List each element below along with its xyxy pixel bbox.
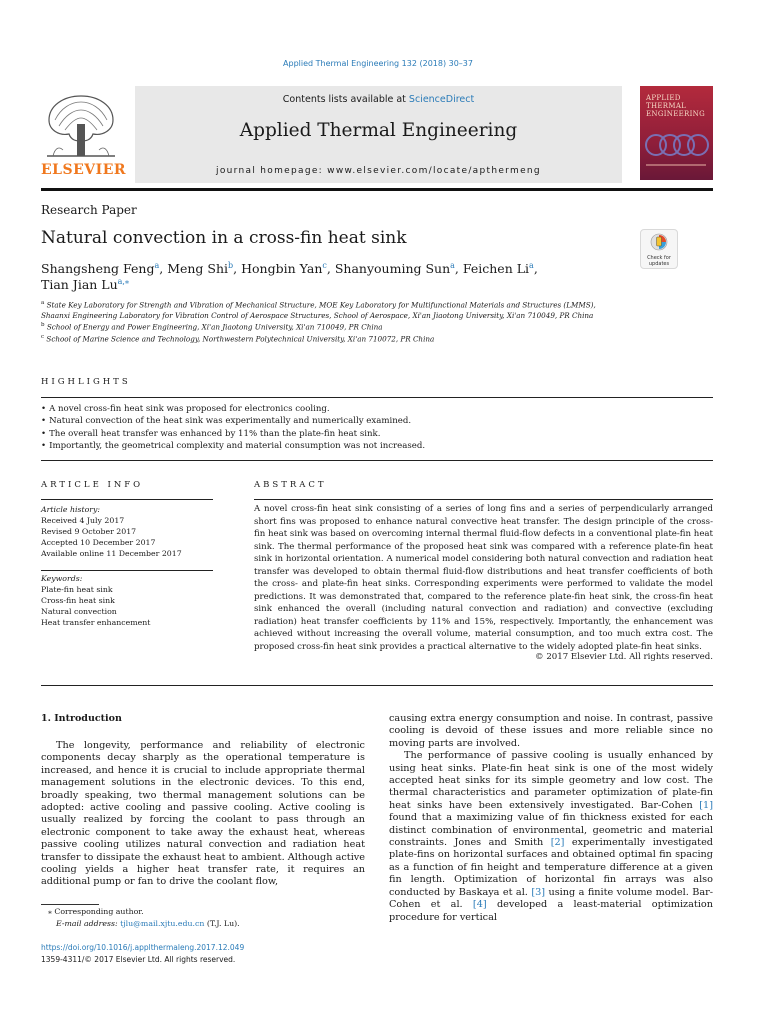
paragraph: The performance of passive cooling is usually enhanced by using heat sinks. Plate-fin heat sink is one of the most widely accepted heat sinks for its simple geometry and low cost. The thermal characteristics and parameter optimization of plate-fin heat sinks have been extensively investigated. Bar-Cohen [1] found that a maximizing value of fin thickness existed for each distinct combination of environmental, geometric and material constraints. Jones and Smith [2] experimentally investigated plate-fins on horizontal surfaces and obtained optimal fin spacing as a function of fin height and temperature difference at a given fin length. Optimization of horizontal fin arrays was also conducted by Baskaya et al. [3] using a finite volume model. Bar-Cohen et al. [4] developed a least-material optimization procedure for vertical <box>389 750 714 923</box>
author-affiliation-mark[interactable]: a <box>529 261 534 270</box>
highlights-rule-top <box>41 397 713 398</box>
email-label: E-mail address: <box>56 919 121 928</box>
affiliation-mark: c <box>41 334 45 340</box>
affiliation-mark: b <box>41 322 45 328</box>
highlights-heading: HIGHLIGHTS <box>41 377 131 387</box>
email-suffix: (T.J. Lu). <box>204 919 240 928</box>
abstract-copyright: © 2017 Elsevier Ltd. All rights reserved. <box>535 652 713 662</box>
homepage-prefix: journal homepage: <box>216 166 328 176</box>
keywords-label: Keywords: <box>41 574 83 583</box>
author-affiliation-mark[interactable]: a,⁎ <box>117 277 129 286</box>
highlights-rule-bottom <box>41 460 713 461</box>
keyword: Cross-fin heat sink <box>41 596 115 605</box>
cover-footer-strip <box>646 164 706 166</box>
affiliation-text: School of Energy and Power Engineering, Xi'an Jiaotong University, Xi'an 710049, PR China <box>46 322 383 332</box>
author-name: Hongbin Yan <box>241 261 323 277</box>
history-received: Received 4 July 2017 <box>41 516 125 525</box>
highlight-item: • Importantly, the geometrical complexity and material consumption was not increased. <box>41 441 426 451</box>
abstract-rule <box>254 499 713 500</box>
corresponding-author-note: ⁎ Corresponding author. <box>48 907 144 916</box>
footnote-rule <box>41 904 99 905</box>
body-column-left <box>41 740 365 889</box>
journal-title: Applied Thermal Engineering <box>239 120 518 141</box>
contents-prefix: Contents lists available at <box>282 94 409 105</box>
citation-link[interactable]: [3] <box>531 886 546 898</box>
paragraph: The longevity, performance and reliability of electronic components decay sharply as the operational temperature is increased, and hence it is crucial to include appropriate thermal management solutions in the electronic devices. To this end, broadly speaking, two thermal management solutions can be adopted: active cooling and passive cooling. Active cooling is usually realized by forcing the coolant to pass through an electronic component to take away the exhaust heat, whereas passive cooling utilizes natural convection and radiation heat transfer to dissipate the exhaust heat to ambient. Although active cooling yields a higher heat transfer rate, it requires an additional pump or fan to drive the coolant flow, <box>41 740 365 888</box>
journal-homepage <box>135 166 622 176</box>
crossmark-label: Check for updates <box>647 255 671 267</box>
history-label: Article history: <box>41 505 101 514</box>
elsevier-tree-icon <box>41 90 121 160</box>
header-rule <box>41 188 713 191</box>
highlight-item: • Natural convection of the heat sink was experimentally and numerically examined. <box>41 416 412 426</box>
issn-copyright: 1359-4311/© 2017 Elsevier Ltd. All rights reserved. <box>41 955 236 964</box>
article-type: Research Paper <box>41 203 137 217</box>
affiliation-a-line2: Shaanxi Engineering Laboratory for Vibration Control of Aerospace Structures, School of Aerospace, Xi'an Jiaotong University, Xi'an 710049, PR China <box>41 311 594 320</box>
elsevier-logo[interactable] <box>41 90 127 182</box>
section-heading-introduction: 1. Introduction <box>41 713 122 724</box>
authors-line-1: Shangsheng Feng$^a$, Meng Shi$^b$, Hongbin Yan$^c$, Shanyouming Sun$^a$, Feichen Li$^a$, <box>41 261 538 277</box>
abstract-heading: ABSTRACT <box>254 480 327 490</box>
citation-link[interactable]: [2] <box>550 837 565 849</box>
author-name: Meng Shi <box>167 261 229 277</box>
doi-link[interactable]: https://doi.org/10.1016/j.applthermaleng.2017.12.049 <box>41 943 245 952</box>
author-name: Feichen Li <box>462 261 530 277</box>
citation-link[interactable]: [4] <box>472 899 487 911</box>
paragraph: causing extra energy consumption and noise. In contrast, passive cooling is devoid of these issues and more reliable since no moving parts are involved. <box>389 713 713 749</box>
keywords-rule <box>41 570 213 571</box>
affiliation-text: School of Marine Science and Technology, Northwestern Polytechnical University, Xi'an 710072, PR China <box>46 334 435 344</box>
affiliation-mark: a <box>41 300 45 306</box>
email-note <box>56 919 240 928</box>
homepage-link[interactable]: www.elsevier.com/locate/apthermeng <box>327 166 541 176</box>
journal-citation[interactable]: Applied Thermal Engineering 132 (2018) 30–37 <box>283 59 473 68</box>
keyword: Plate-fin heat sink <box>41 585 113 594</box>
author-affiliation-mark[interactable]: b <box>228 261 234 270</box>
author-affiliation-mark[interactable]: c <box>322 261 327 270</box>
abstract-rule-bottom <box>41 685 713 686</box>
article-info-rule <box>41 499 213 500</box>
contents-line <box>135 94 622 105</box>
sciencedirect-link[interactable]: ScienceDirect <box>408 94 475 105</box>
keyword: Heat transfer enhancement <box>41 618 151 627</box>
cover-title: APPLIED THERMAL ENGINEERING <box>646 94 705 118</box>
elsevier-wordmark: ELSEVIER <box>41 162 127 178</box>
keyword: Natural convection <box>41 607 117 616</box>
history-available: Available online 11 December 2017 <box>41 549 182 558</box>
email-link[interactable]: tjlu@mail.xjtu.edu.cn <box>120 919 205 928</box>
article-title: Natural convection in a cross-fin heat sink <box>41 228 407 248</box>
author-name: Tian Jian Lu <box>41 277 118 293</box>
author-affiliation-mark[interactable]: a <box>450 261 455 270</box>
affiliation-b <box>41 322 383 331</box>
article-info-heading: ARTICLE INFO <box>41 480 144 490</box>
history-revised: Revised 9 October 2017 <box>41 527 137 536</box>
affiliation-text: State Key Laboratory for Strength and Vibration of Mechanical Structure, MOE Key Laboratory for Multifunctional Materials and Structures (LMMS), <box>46 300 596 310</box>
check-for-updates-badge[interactable] <box>640 229 678 269</box>
affiliation-c <box>41 334 434 343</box>
abstract-text: A novel cross-fin heat sink consisting of a series of long fins and a series of perpendicularly arranged short fins was proposed to enhance natural convective heat transfer. The design principle of the cross-fin heat sink was based on overcoming internal thermal fluid-flow defects in a conventional plate-fin heat sink. The thermal performance of the proposed heat sink was compared with a reference plate-fin heat sink in horizontal orientation. A numerical model considering both natural convection and radiation heat transfer was developed to obtain thermal fluid-flow distributions and heat transfer coefficients of both the cross- and plate-fin heat sinks. Corresponding experiments were performed to validate the model predictions. It was demonstrated that, compared to the reference plate-fin heat sink, the cross-fin heat sink enhanced the overall (including natural convection and radiation) and convective (excluding radiation) heat transfer coefficients by 11% and 15%, respectively. Importantly, the enhancement was achieved without increasing the overall volume, material consumption, and too much extra cost. The proposed cross-fin heat sink provides a practical alternative to the widely adopted plate-fin heat sinks. <box>254 504 713 652</box>
author-affiliation-mark[interactable]: a <box>154 261 160 270</box>
body-column-right <box>389 713 713 924</box>
authors-line-2 <box>41 277 129 292</box>
crossmark-icon <box>650 233 668 251</box>
author-name: Shanyouming Sun <box>334 261 451 277</box>
journal-cover-thumbnail[interactable] <box>640 86 713 180</box>
cover-rings-icon <box>644 130 710 160</box>
highlight-item: • A novel cross-fin heat sink was proposed for electronics cooling. <box>41 404 330 414</box>
history-accepted: Accepted 10 December 2017 <box>41 538 156 547</box>
citation-link[interactable]: [1] <box>699 799 713 811</box>
highlight-item: • The overall heat transfer was enhanced by 11% than the plate-fin heat sink. <box>41 429 381 439</box>
author-name: Shangsheng Feng <box>41 261 155 277</box>
affiliation-a <box>41 300 596 309</box>
